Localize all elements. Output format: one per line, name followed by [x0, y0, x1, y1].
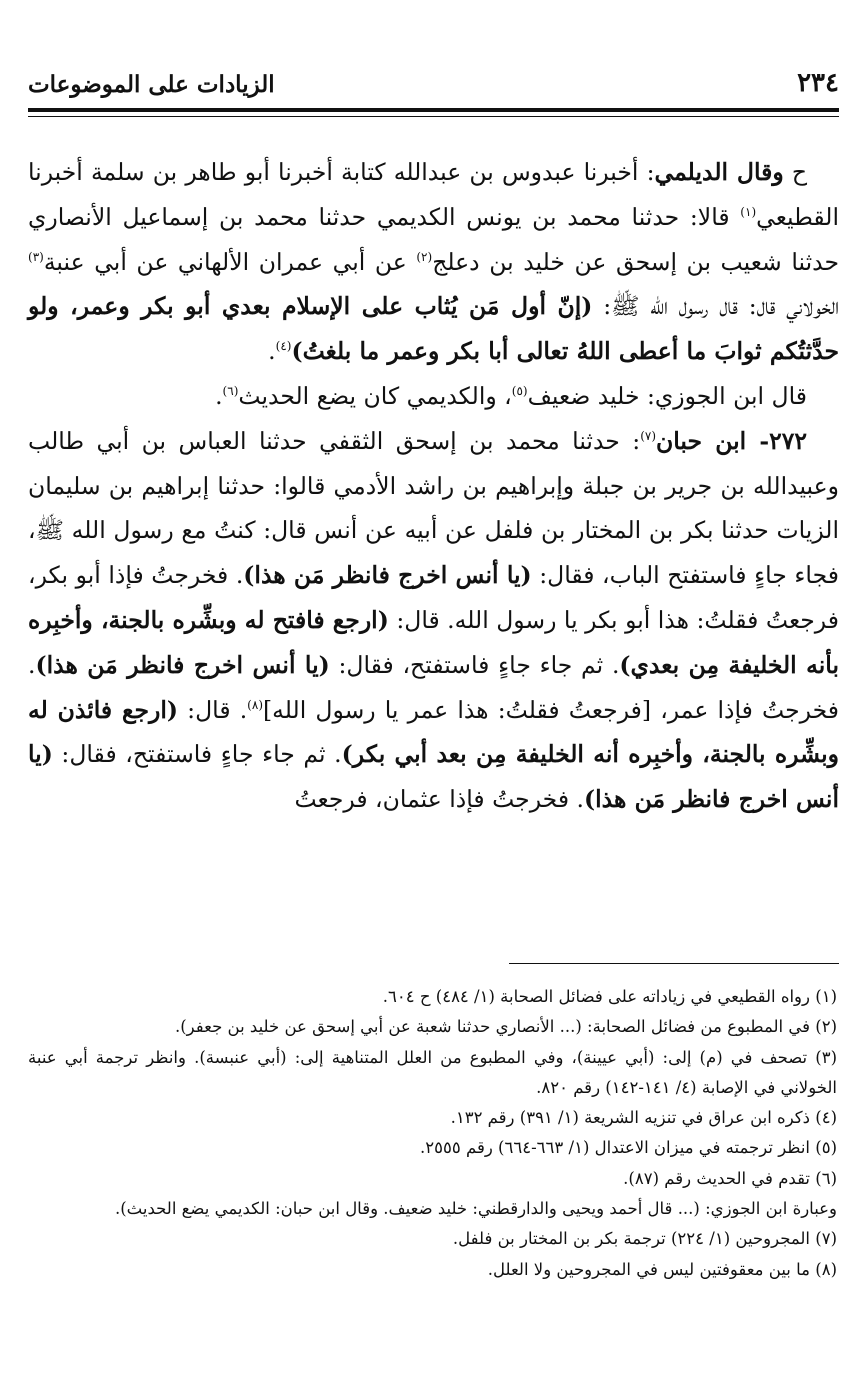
footnote-6: (٦) تقدم في الحديث رقم (٨٧).: [623, 1168, 837, 1188]
running-title: الزيادات على الموضوعات: [28, 71, 275, 98]
hadith-quote: (يا أنس اخرج فانظر مَن هذا): [28, 740, 839, 814]
paragraph-dailami: [28, 150, 839, 374]
footnote-7: (٧) المجروحين (١/ ٢٢٤) ترجمة بكر بن المختار بن فلفل.: [452, 1229, 837, 1249]
text-span: . ثم جاء جاءٍ فاستفتح، فقال:: [329, 650, 620, 679]
hadith-quote: (يا أنس اخرج فانظر مَن هذا): [243, 561, 532, 590]
header-rule-thin: [28, 116, 839, 117]
text-span: . فخرجتُ فإذا عمر، [فرجعتُ فقلتُ: هذا عمر يا رسول الله]: [28, 650, 839, 724]
footnote-ref: (٣): [28, 249, 44, 264]
hadith-quote: (ارجع فائذن له وبشِّره بالجنة، وأخبِره أنه الخليفة مِن بعد أبي بكر): [28, 695, 839, 769]
text-span: : أخبرنا عبدوس بن عبدالله كتابة أخبرنا أبو طاهر بن سلمة أخبرنا القطيعي: [28, 158, 839, 231]
footnote-3: (٣) تصحف في (م) إلى: (أبي عيينة)، وفي المطبوع من العلل المتناهية إلى: (أبي عنبسة). وانظر ترجمة أبي عنبة الخولاني في الإصابة (٤/ ١٤١-١٤٢) رقم ٨٢٠.: [28, 1047, 837, 1097]
footnote-8: (٨) ما بين معقوفتين ليس في المجروحين ولا العلل.: [487, 1259, 837, 1279]
text-span: .: [268, 337, 276, 366]
footnote-ref: (٧): [640, 428, 657, 443]
text-span: . فخرجتُ فإذا عثمان، فرجعتُ: [294, 785, 585, 814]
footnote-6-continuation: وعبارة ابن الجوزي: (... قال أحمد ويحيى والدارقطني: خليد ضعيف. وقال ابن حبان: الكديمي يضع الحديث).: [115, 1199, 837, 1219]
text-span: ، والكديمي كان يضع الحديث: [238, 381, 512, 410]
main-text: [28, 150, 839, 822]
footnote-ref: (٨): [247, 697, 263, 712]
hadith-number-heading: ٢٧٢- ابن حبان: [656, 426, 807, 455]
page-header: [28, 58, 839, 98]
footnote-4: (٤) ذكره ابن عراق في تنزيه الشريعة (١/ ٣٩١) رقم ١٣٢.: [450, 1108, 837, 1128]
text-span: ح: [783, 158, 808, 186]
hadith-quote: (ارجع فافتح له وبشِّره بالجنة، وأخبِره بأنه الخليفة مِن بعدي): [28, 605, 839, 679]
header-rule-thick: [28, 108, 839, 112]
paragraph-hadith-272: [28, 419, 839, 822]
text-span: . فخرجتُ فإذا أبو بكر، فرجعتُ فقلتُ: هذا أبو بكر يا رسول الله. قال:: [28, 561, 840, 634]
footnote-1: (١) رواه القطيعي في زياداته على فضائل الصحابة (١/ ٤٨٤) ح ٦٠٤.: [382, 987, 837, 1006]
text-span: قالا: حدثنا محمد بن يونس الكديمي حدثنا محمد بن إسماعيل الأنصاري حدثنا شعيب بن إسحق عن خليد بن دعلج: [28, 202, 839, 276]
text-span: : حدثنا محمد بن إسحق الثقفي حدثنا العباس بن أبي طالب وعبيدالله بن جرير بن جبلة وإبراهيم بن راشد الأدمي قالوا: حدثنا إبراهيم بن سليمان الزيات حدثنا بكر بن المختار بن فلفل عن أبيه عن أنس قال: كنتُ مع رسول الله ﷺ، فجاء جاءٍ فاستفتح الباب، فقال:: [28, 426, 839, 590]
text-span: . قال:: [178, 695, 248, 724]
hadith-quote: (يا أنس اخرج فانظر مَن هذا): [35, 650, 330, 679]
text-span: الخولاني قال: قال رسول الله ﷺ:: [592, 292, 839, 321]
footnotes: [28, 982, 837, 1285]
hadith-quote: (إنّ أول مَن يُثاب على الإسلام بعدي أبو بكر وعمر، ولو حدَّثتُكم ثوابَ ما أعطى اللهُ تعالى أبا بكر وعمر ما بلغتُ): [28, 292, 839, 366]
footnote-separator: [509, 963, 839, 964]
paragraph-ibn-jawzi: [28, 374, 839, 419]
footnote-ref: (٦): [222, 384, 239, 399]
narrator-name: وقال الديلمي: [654, 158, 784, 186]
footnote-ref: (٢): [416, 249, 433, 264]
text-span: .: [215, 381, 223, 410]
footnote-ref: (٥): [511, 384, 528, 399]
text-span: عن أبي عمران الألهاني عن أبي عنبة: [43, 247, 417, 276]
footnote-5: (٥) انظر ترجمته في ميزان الاعتدال (١/ ٦٦٣-٦٦٤) رقم ٢٥٥٥.: [420, 1138, 837, 1158]
footnote-2: (٢) في المطبوع من فضائل الصحابة: (... الأنصاري حدثنا شعبة عن أبي إسحق عن خليد بن جعفر).: [174, 1017, 837, 1037]
page-number: ٢٣٤: [797, 68, 839, 98]
footnote-ref: (٤): [275, 339, 292, 354]
text-span: . ثم جاء جاءٍ فاستفتح، فقال:: [52, 740, 342, 769]
text-span: قال ابن الجوزي: خليد ضعيف: [527, 381, 807, 410]
footnote-ref: (١): [740, 204, 757, 219]
